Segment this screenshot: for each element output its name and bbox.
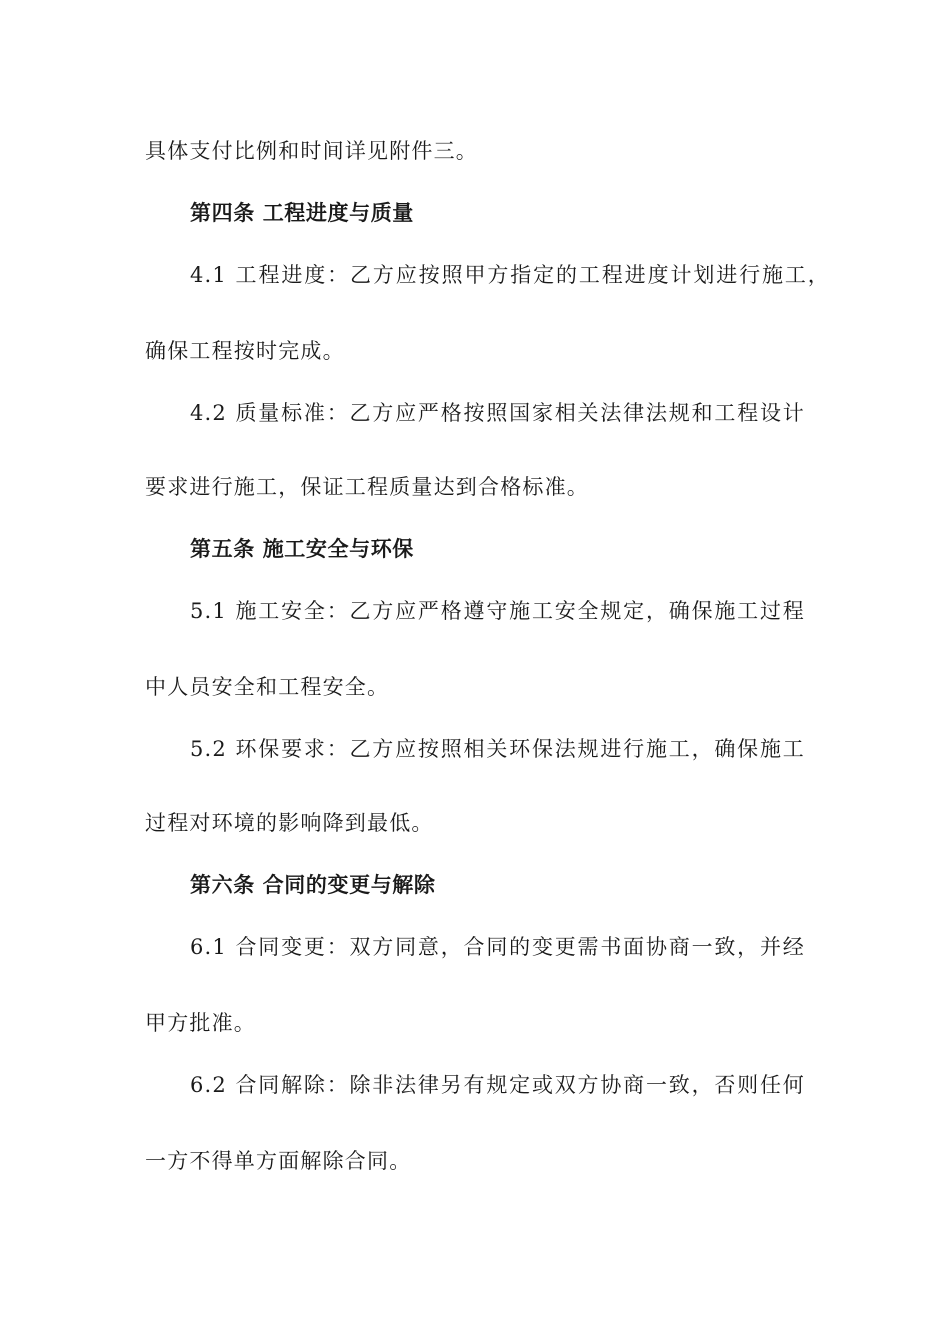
body-text-line: 具体支付比例和时间详见附件三。 xyxy=(145,139,478,163)
clause-4-2: 4.2 质量标准：乙方应严格按照国家相关法律法规和工程设计 xyxy=(190,401,805,425)
clause-5-1: 5.1 施工安全：乙方应严格遵守施工安全规定，确保施工过程 xyxy=(190,599,805,623)
section-heading-article-5: 第五条 施工安全与环保 xyxy=(190,537,414,561)
clause-5-2: 5.2 环保要求：乙方应按照相关环保法规进行施工，确保施工 xyxy=(190,737,805,761)
section-heading-article-6: 第六条 合同的变更与解除 xyxy=(190,873,436,897)
clause-6-1: 6.1 合同变更：双方同意，合同的变更需书面协商一致，并经 xyxy=(190,935,805,959)
clause-4-2-continued: 要求进行施工，保证工程质量达到合格标准。 xyxy=(145,475,589,499)
clause-4-1: 4.1 工程进度：乙方应按照甲方指定的工程进度计划进行施工， xyxy=(190,263,830,287)
clause-5-1-continued: 中人员安全和工程安全。 xyxy=(145,675,390,699)
clause-6-2: 6.2 合同解除：除非法律另有规定或双方协商一致，否则任何 xyxy=(190,1073,805,1097)
clause-6-1-continued: 甲方批准。 xyxy=(145,1011,256,1035)
clause-5-2-continued: 过程对环境的影响降到最低。 xyxy=(145,811,434,835)
clause-4-1-continued: 确保工程按时完成。 xyxy=(145,339,345,363)
clause-6-2-continued: 一方不得单方面解除合同。 xyxy=(145,1149,412,1173)
section-heading-article-4: 第四条 工程进度与质量 xyxy=(190,201,414,225)
